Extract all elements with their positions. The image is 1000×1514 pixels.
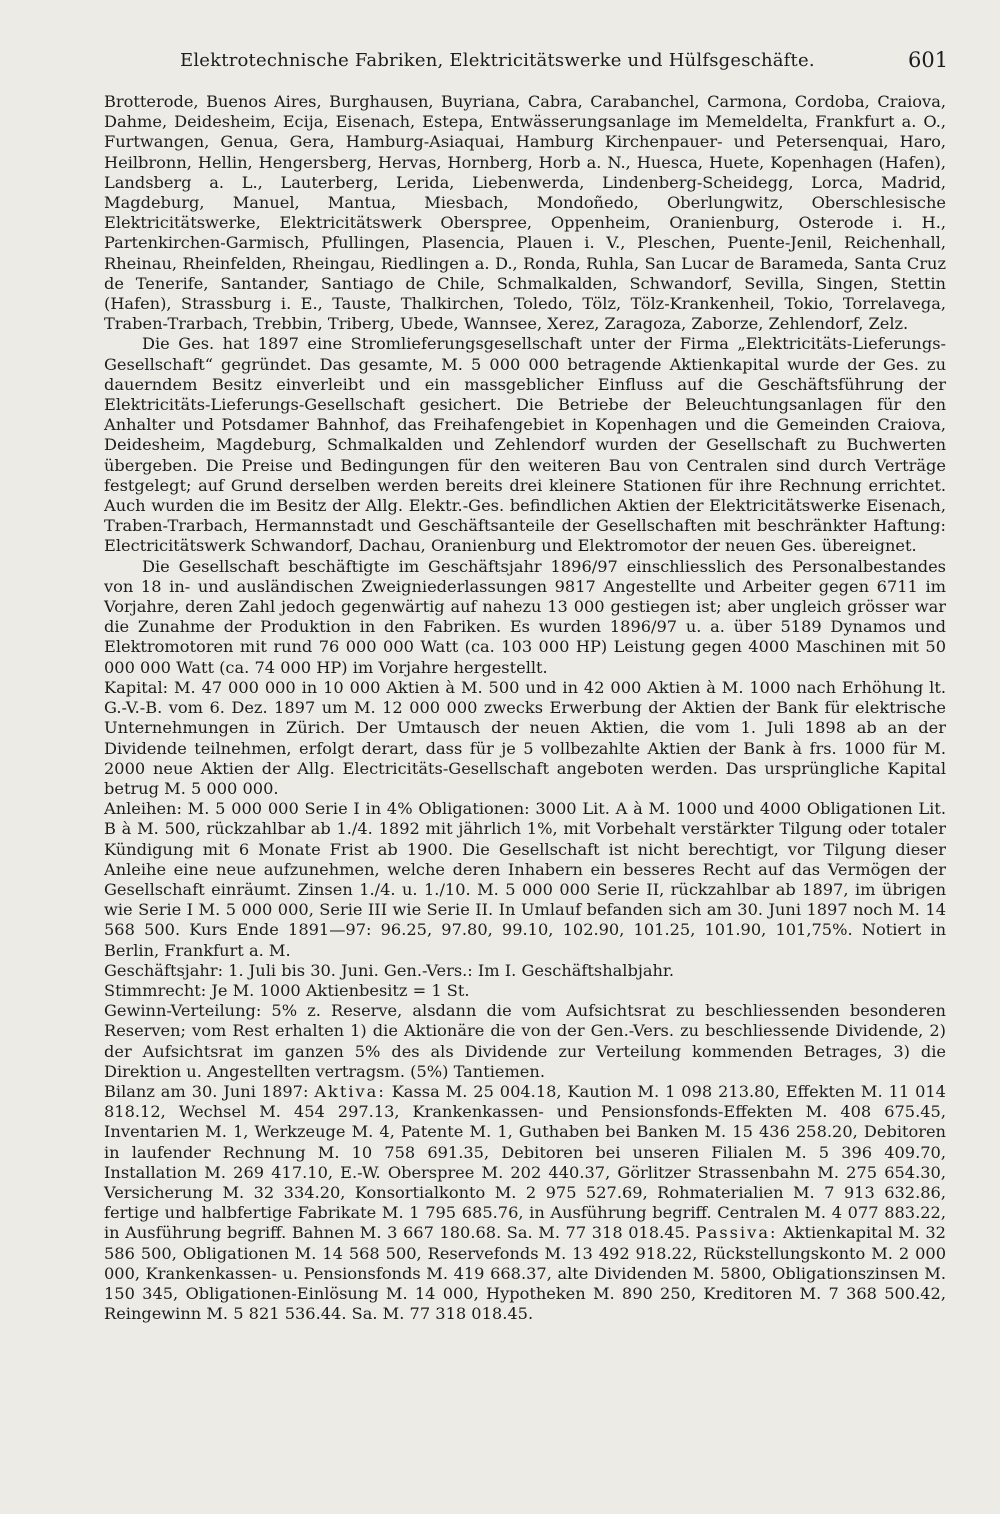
page-number: 601 xyxy=(908,48,949,72)
paragraph-personal: Die Gesellschaft beschäftigte im Geschäftsjahr 1896/97 einschliesslich des Personalbestandes von 18 in- und ausländischen Zweigniederlassungen 9817 Angestellte und Arbeiter gegen 6711 im Vorjahre, deren Zahl jedoch gegenwärtig auf nahezu 13 000 gestiegen ist; aber ungleich grösser war die Zunahme der Produktion in den Fabriken. Es wurden 1896/97 u. a. über 5189 Dynamos und Elektromotoren mit rund 76 000 000 Watt (ca. 103 000 HP) Leistung gegen 4000 Maschinen mit 50 000 000 Watt (ca. 74 000 HP) im Vorjahre hergestellt. xyxy=(104,556,946,677)
paragraph-locations: Brotterode, Buenos Aires, Burghausen, Buyriana, Cabra, Carabanchel, Carmona, Cordoba, Craiova, Dahme, Deidesheim, Ecija, Eisenach, Estepa, Entwässerungsanlage im Memeldelta, Frankfurt a. O., Furtwangen, Genua, Gera, Hamburg-Asiaquai, Hamburg Kirchenpauer- und Petersenquai, Haro, Heilbronn, Hellin, Hengersberg, Hervas, Hornberg, Horb a. N., Huesca, Huete, Kopenhagen (Hafen), Landsberg a. L., Lauterberg, Lerida, Liebenwerda, Lindenberg-Scheidegg, Lorca, Madrid, Magdeburg, Manuel, Mantua, Miesbach, Mondoñedo, Oberlungwitz, Oberschlesische Elektricitätswerke, Elektricitätswerk Oberspree, Oppenheim, Oranienburg, Osterode i. H., Partenkirchen-Garmisch, Pfullingen, Plasencia, Plauen i. V., Pleschen, Puente-Jenil, Reichenhall, Rheinau, Rheinfelden, Rheingau, Riedlingen a. D., Ronda, Ruhla, San Lucar de Barameda, Santa Cruz de Tenerife, Santander, Santiago de Chile, Schmalkalden, Schwandorf, Sevilla, Singen, Stettin (Hafen), Strassburg i. E., Tauste, Thalkirchen, Toledo, Tölz, Tölz-Krankenheil, Tokio, Torrelavega, Traben-Trarbach, Trebbin, Triberg, Ubede, Wannsee, Xerez, Zaragoza, Zaborze, Zehlendorf, Zelz. xyxy=(104,92,946,334)
genvers-label: Gen.-Vers.: xyxy=(383,960,473,980)
section-kapital xyxy=(104,678,946,799)
section-stimmrecht xyxy=(104,981,946,1001)
paragraph-stromlieferung: Die Ges. hat 1897 eine Stromlieferungsgesellschaft unter der Firma „Elektricitäts-Lieferungs-Gesellschaft“ gegründet. Das gesamte, M. 5 000 000 betragende Aktienkapital wurde der Ges. zu dauerndem Besitz einverleibt und ein massgeblicher Einfluss auf die Geschäftsführung der Elektricitäts-Lieferungs-Gesellschaft gesichert. Die Betriebe der Beleuchtungsanlagen für den Anhalter und Potsdamer Bahnhof, das Freihafengebiet in Kopenhagen und die Gemeinden Craiova, Deidesheim, Magdeburg, Schmalkalden und Zehlendorf wurden der Gesellschaft zu Buchwerten übergeben. Die Preise und Bedingungen für den weiteren Bau von Centralen sind durch Verträge festgelegt; auf Grund derselben werden bereits drei kleinere Stationen für ihre Rechnung errichtet. Auch wurden die im Besitz der Allg. Elektr.-Ges. befindlichen Aktien der Elektricitätswerke Eisenach, Traben-Trarbach, Hermannstadt und Geschäftsanteile der Gesellschaften mit beschränkter Haftung: Electricitätswerk Schwandorf, Dachau, Oranienburg und Elektromotor der neuen Ges. übereignet. xyxy=(104,334,946,556)
kapital-text: M. 47 000 000 in 10 000 Aktien à M. 500 und in 42 000 Aktien à M. 1000 nach Erhöhung lt. G.-V.-B. vom 6. Dez. 1897 um M. 12 000 000 zwecks Erwerbung der Aktien der Bank für elektrische Unternehmungen in Zürich. Der Umtausch der neuen Aktien, die vom 1. Juli 1898 ab an der Dividende teilnehmen, erfolgt derart, dass für je 5 vollbezahlte Aktien der Bank à frs. 1000 für M. 2000 neue Aktien der Allg. Electricitäts-Gesellschaft angeboten werden. Das ursprüngliche Kapital betrug M. 5 000 000. xyxy=(104,677,946,798)
anleihen-text: M. 5 000 000 Serie I in 4% Obligationen: 3000 Lit. A à M. 1000 und 4000 Obligationen Lit. B à M. 500, rückzahlbar ab 1./4. 1892 mit jährlich 1%, mit Vorbehalt verstärkter Tilgung oder totaler Kündigung mit 6 Monate Frist ab 1900. Die Gesellschaft ist nicht berechtigt, vor Tilgung dieser Anleihe eine neue aufzunehmen, welche deren Inhabern ein besseres Recht auf das Vermögen der Gesellschaft einräumt. Zinsen 1./4. u. 1./10. M. 5 000 000 Serie II, rückzahlbar ab 1897, im übrigen wie Serie I M. 5 000 000, Serie III wie Serie II. In Umlauf befanden sich am 30. Juni 1897 noch M. 14 568 500. Kurs Ende 1891—97: 96.25, 97.80, 99.10, 102.90, 101.25, 101.90, 101,75%. Notiert in Berlin, Frankfurt a. M. xyxy=(104,799,946,960)
aktiva-text: Kassa M. 25 004.18, Kaution M. 1 098 213.80, Effekten M. 11 014 818.12, Wechsel M. 454 297.13, Krankenkassen- und Pensionsfonds-Effekten M. 408 675.45, Inventarien M. 1, Werkzeuge M. 4, Patente M. 1, Guthaben bei Banken M. 15 436 258.20, Debitoren in laufender Rechnung M. 10 758 691.35, Debitoren bei unseren Filialen M. 5 396 409.70, Installation M. 269 417.10, E.-W. Oberspree M. 202 440.37, Görlitzer Strassenbahn M. 275 654.30, Versicherung M. 32 334.20, Konsortialkonto M. 2 975 527.69, Rohmaterialien M. 7 913 632.86, fertige und halbfertige Fabrikate M. 1 795 685.76, in Ausführung begriff. Centralen M. 4 077 883.22, in Ausführung begriff. Bahnen M. 3 667 180.68. Sa. M. 77 318 018.45. xyxy=(104,1081,946,1243)
running-title: Elektrotechnische Fabriken, Elektricitätswerke und Hülfsgeschäfte. xyxy=(180,50,815,71)
aktiva-label: Aktiva: xyxy=(314,1081,386,1101)
anleihen-label: Anleihen: xyxy=(104,799,182,819)
passiva-text: Aktienkapital M. 32 586 500, Obligationen M. 14 568 500, Reservefonds M. 13 492 918.22, Rückstellungskonto M. 2 000 000, Krankenkassen- u. Pensionsfonds M. 419 668.37, alte Dividenden M. 5800, Obligationszinsen M. 150 345, Obligationen-Einlösung M. 14 000, Hypotheken M. 890 250, Kreditoren M. 7 368 500.42, Reingewinn M. 5 821 536.44. Sa. M. 77 318 018.45. xyxy=(104,1223,946,1324)
stimmrecht-label: Stimmrecht: xyxy=(104,980,207,1000)
geschaeftsjahr-label: Geschäftsjahr: xyxy=(104,960,224,980)
passiva-label: Passiva: xyxy=(695,1223,778,1243)
section-gewinn-verteilung xyxy=(104,1001,946,1082)
stimmrecht-text: Je M. 1000 Aktienbesitz = 1 St. xyxy=(206,980,470,1000)
genvers-text: Im I. Geschäftshalbjahr. xyxy=(472,960,675,980)
gewinn-text: 5% z. Reserve, alsdann die vom Aufsichtsrat zu beschliessenden besonderen Reserven; vom Rest erhalten 1) die Aktionäre die von der Gen.-Vers. zu beschliessende Dividende, 2) der Aufsichtsrat im ganzen 5% des als Dividende zur Verteilung kommenden Betrages, 3) die Direktion u. Angestellten vertragsm. (5%) Tantiemen. xyxy=(104,1001,946,1081)
main-text xyxy=(104,92,946,1324)
section-anleihen xyxy=(104,799,946,961)
bilanz-label: Bilanz am 30. Juni 1897: xyxy=(104,1081,309,1101)
kapital-label: Kapital: xyxy=(104,677,169,697)
section-geschaeftsjahr xyxy=(104,961,946,981)
gewinn-label: Gewinn-Verteilung: xyxy=(104,1001,262,1021)
section-bilanz xyxy=(104,1082,946,1324)
geschaeftsjahr-text: 1. Juli bis 30. Juni. xyxy=(223,960,379,980)
